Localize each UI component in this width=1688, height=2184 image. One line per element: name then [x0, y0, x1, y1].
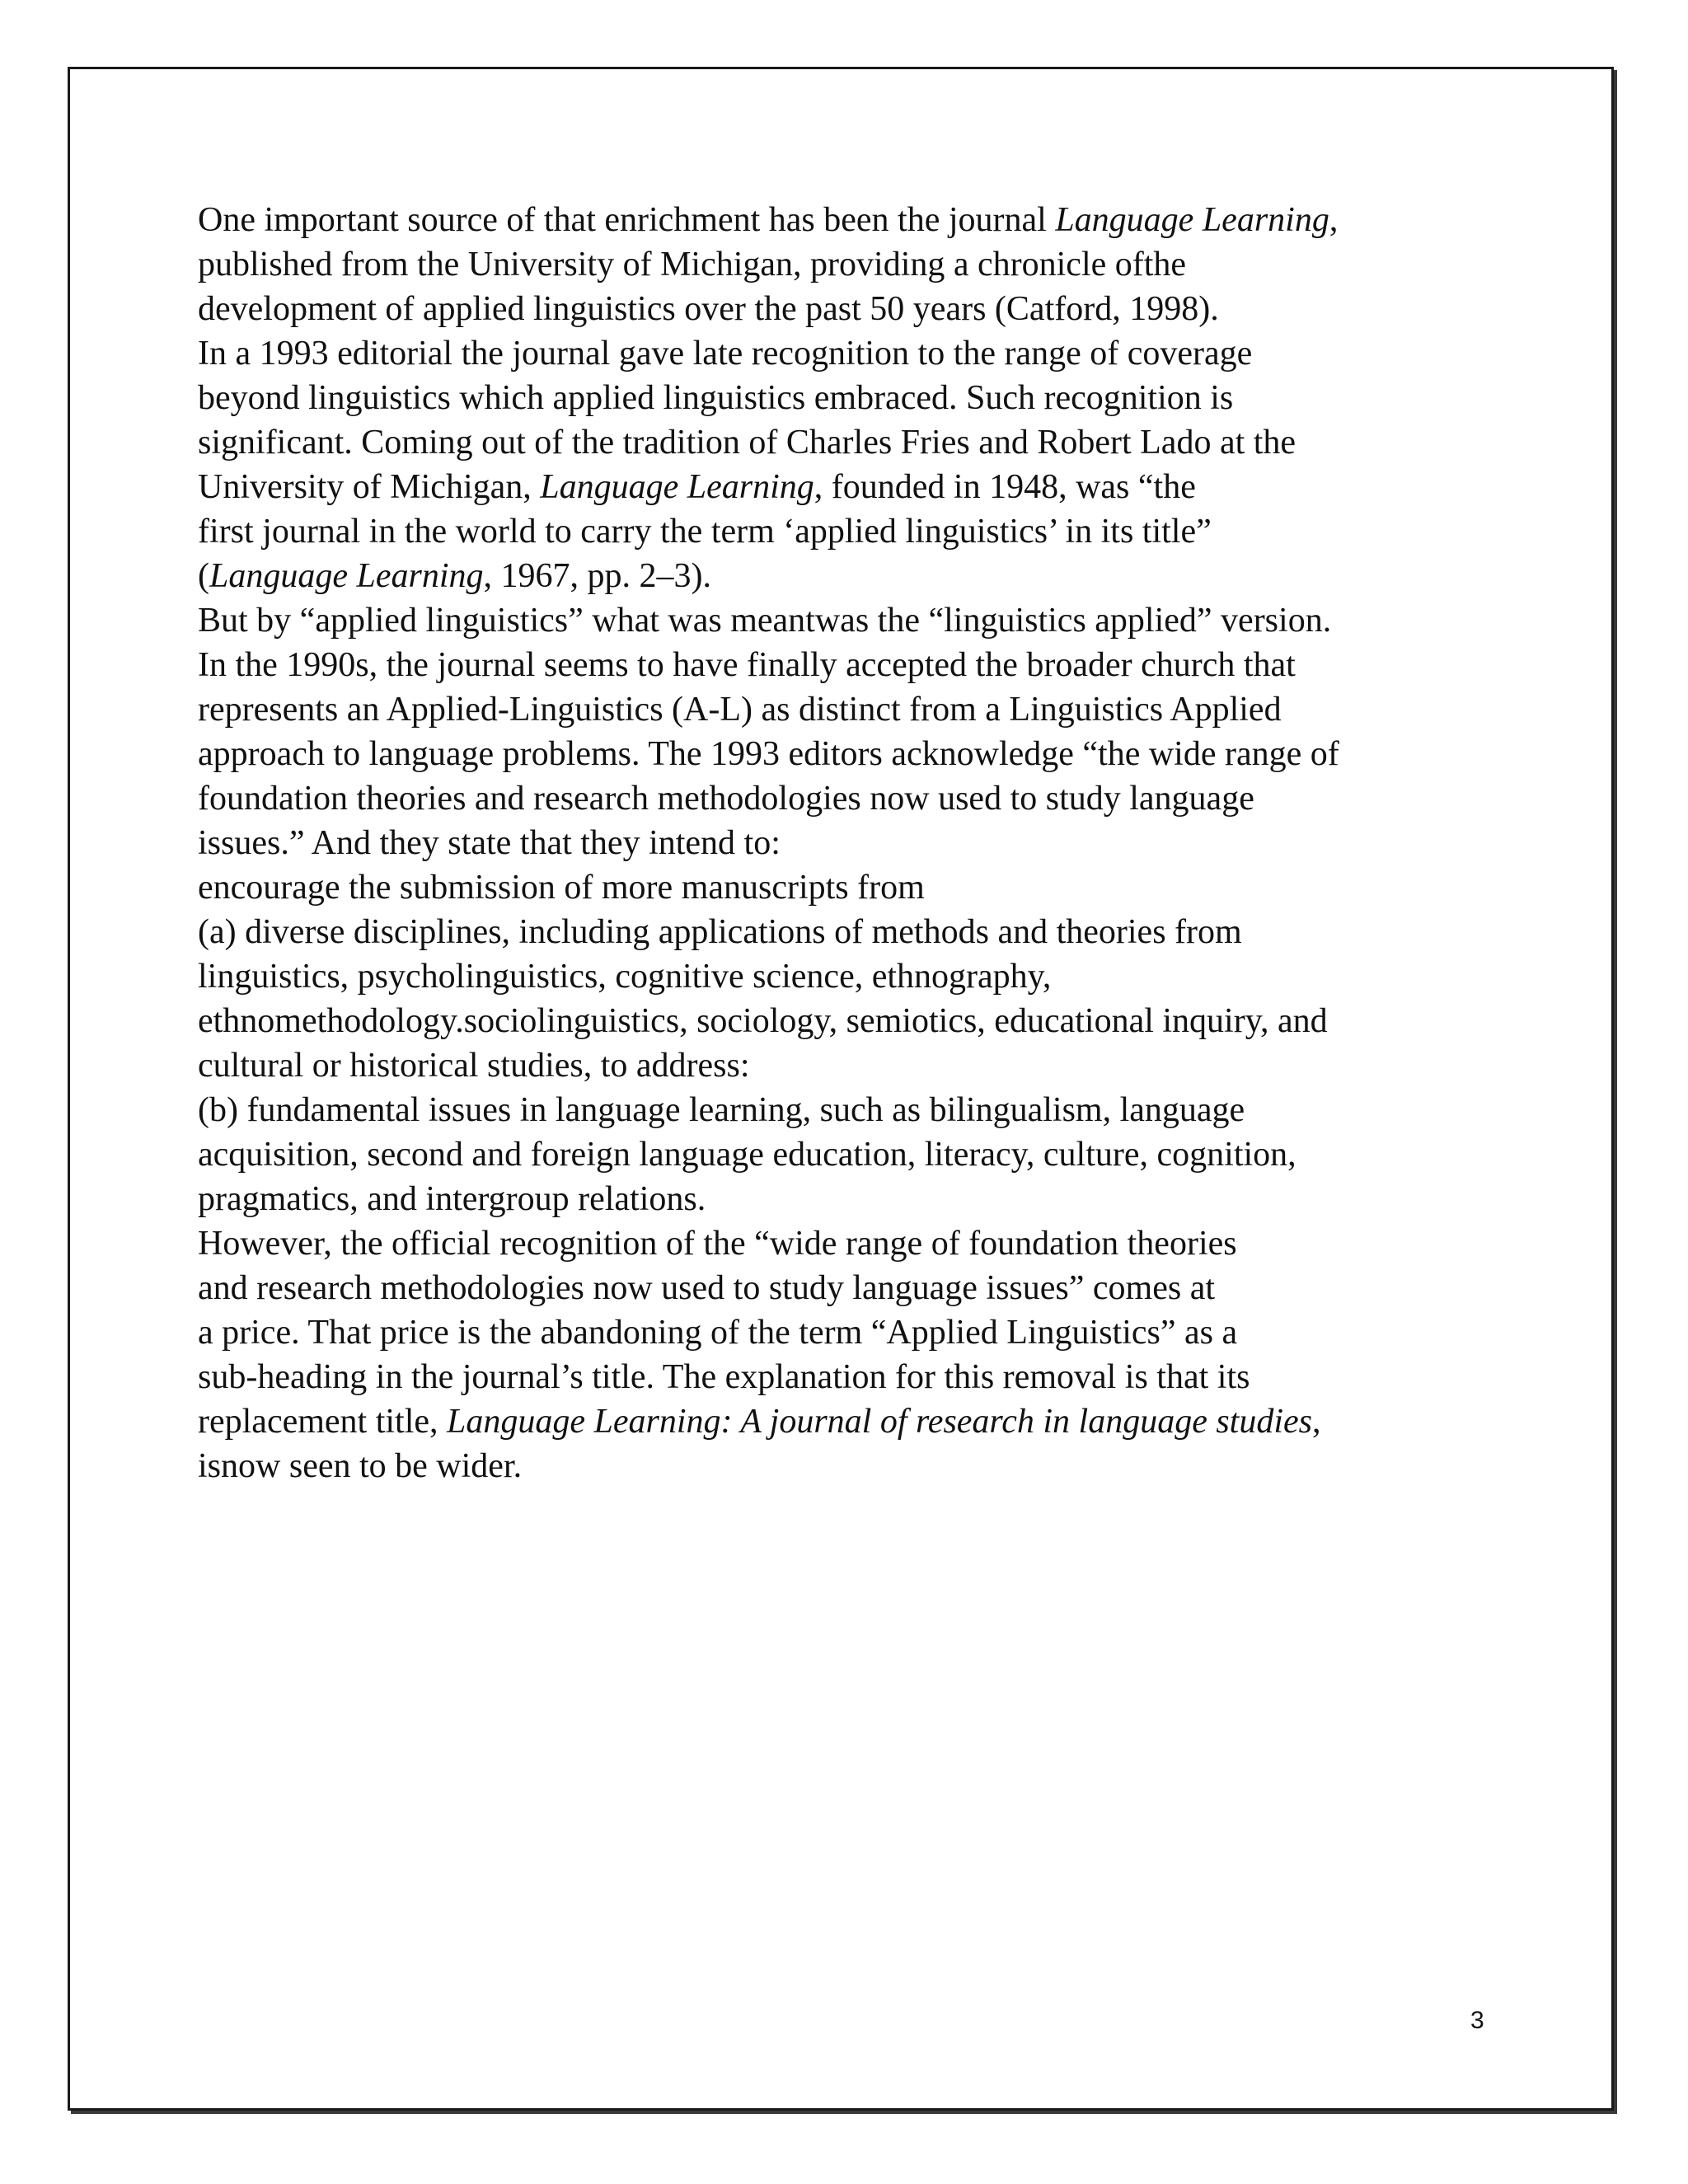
text-line: (a) diverse disciplines, including applications of methods and theories from	[198, 913, 1242, 951]
journal-title: Language Learning	[209, 557, 484, 595]
text-line: University of Michigan, Language Learning, founded in 1948, was “the	[198, 468, 1196, 506]
text-line: and research methodologies now used to study language issues” comes at	[198, 1269, 1216, 1307]
text-line: encourage the submission of more manuscripts from	[198, 869, 925, 907]
text-line: replacement title, Language Learning: A journal of research in language studies,	[198, 1403, 1321, 1441]
text-line: sub-heading in the journal’s title. The explanation for this removal is that its	[198, 1358, 1250, 1396]
journal-title: Language Learning: A journal of research in language studies	[447, 1403, 1313, 1441]
text-line: ethnomethodology.sociolinguistics, sociology, semiotics, educational inquiry, and	[198, 1002, 1328, 1040]
journal-title: Language Learning	[1055, 201, 1329, 239]
text-line: But by “applied linguistics” what was meantwas the “linguistics applied” version.	[198, 602, 1332, 640]
text-line: acquisition, second and foreign language education, literacy, culture, cognition,	[198, 1136, 1296, 1174]
text-line: represents an Applied-Linguistics (A-L) as distinct from a Linguistics Applied	[198, 691, 1282, 729]
page-number: 3	[1470, 2007, 1484, 2034]
text-line: beyond linguistics which applied linguistics embraced. Such recognition is	[198, 379, 1234, 417]
text-line: (b) fundamental issues in language learning, such as bilingualism, language	[198, 1091, 1245, 1129]
text-line: However, the official recognition of the “wide range of foundation theories	[198, 1225, 1237, 1263]
text-line: issues.” And they state that they intend to:	[198, 824, 781, 862]
text-line: One important source of that enrichment has been the journal Language Learning,	[198, 201, 1339, 239]
text-line: significant. Coming out of the tradition of Charles Fries and Robert Lado at the	[198, 424, 1296, 462]
text-line: published from the University of Michigan, providing a chronicle ofthe	[198, 246, 1187, 284]
text-line: (Language Learning, 1967, pp. 2–3).	[198, 557, 712, 595]
text-line: cultural or historical studies, to address:	[198, 1047, 750, 1085]
text-line: In the 1990s, the journal seems to have finally accepted the broader church that	[198, 646, 1296, 684]
body-text	[198, 198, 1517, 1488]
text-line: isnow seen to be wider.	[198, 1447, 523, 1485]
text-line: a price. That price is the abandoning of the term “Applied Linguistics” as a	[198, 1314, 1238, 1352]
text-line: approach to language problems. The 1993 editors acknowledge “the wide range of	[198, 735, 1339, 773]
text-line: pragmatics, and intergroup relations.	[198, 1180, 706, 1218]
text-line: In a 1993 editorial the journal gave late recognition to the range of coverage	[198, 335, 1253, 373]
text-line: linguistics, psycholinguistics, cognitive science, ethnography,	[198, 958, 1052, 996]
journal-title: Language Learning	[540, 468, 814, 506]
text-line: foundation theories and research methodologies now used to study language	[198, 780, 1254, 818]
text-line: first journal in the world to carry the term ‘applied linguistics’ in its title”	[198, 513, 1212, 551]
text-line: development of applied linguistics over the past 50 years (Catford, 1998).	[198, 290, 1219, 328]
